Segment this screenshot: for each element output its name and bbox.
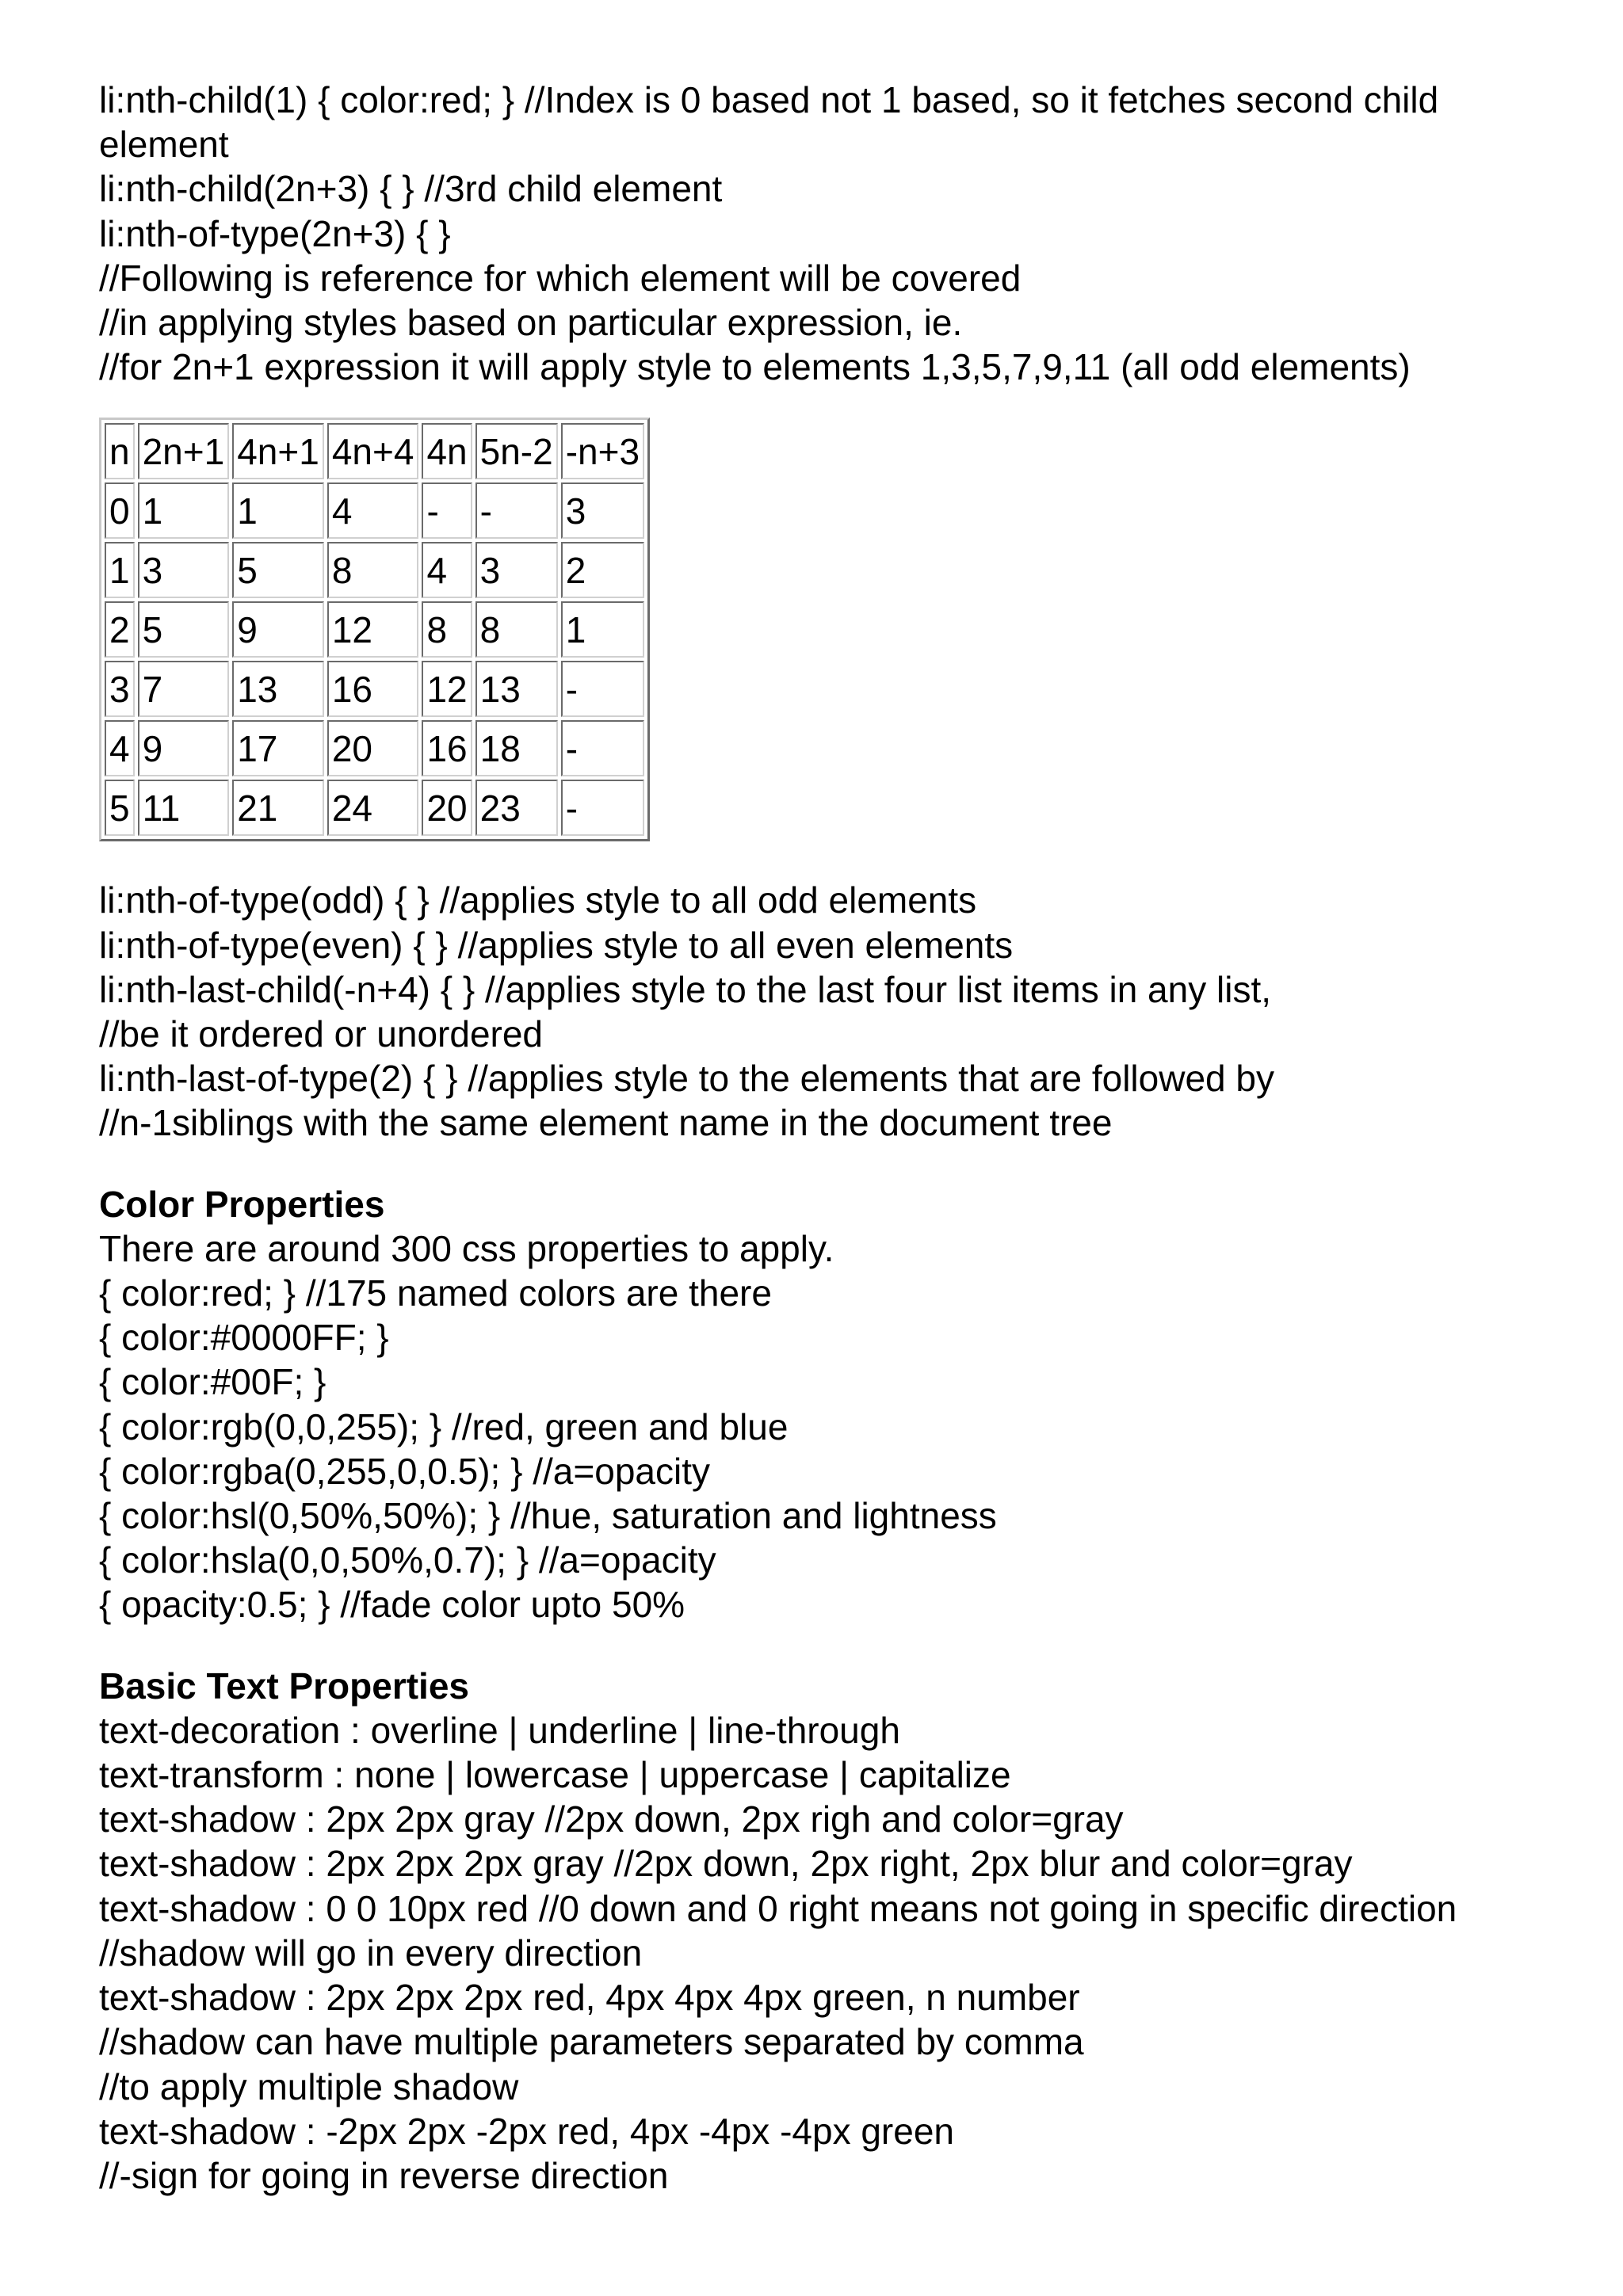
text-line: text-shadow : 0 0 10px red //0 down and 0 right means not going in specific direction xyxy=(99,1887,1457,1929)
table-cell: 0 xyxy=(105,482,135,539)
table-cell: 1 xyxy=(138,482,230,539)
table-cell: 2 xyxy=(561,542,644,598)
text-line: { color:hsl(0,50%,50%); } //hue, saturation and lightness xyxy=(99,1495,997,1537)
table-cell: 3 xyxy=(561,482,644,539)
text-line: { color:rgb(0,0,255); } //red, green and blue xyxy=(99,1405,789,1447)
table-cell: 5 xyxy=(105,780,135,836)
text-line: li:nth-last-of-type(2) { } //applies style to the elements that are followed by xyxy=(99,1058,1274,1100)
table-cell: 3 xyxy=(475,542,558,598)
table-cell: 7 xyxy=(138,661,230,717)
nth-expression-table xyxy=(99,418,650,841)
text-line: text-transform : none | lowercase | uppercase | capitalize xyxy=(99,1754,1011,1796)
table-row xyxy=(105,542,644,598)
table-row xyxy=(105,780,644,836)
text-line: //-sign for going in reverse direction xyxy=(99,2154,669,2196)
table-cell: 2 xyxy=(105,601,135,658)
table-cell: 13 xyxy=(475,661,558,717)
table-cell: 9 xyxy=(232,601,324,658)
table-cell: 1 xyxy=(561,601,644,658)
table-row xyxy=(105,601,644,658)
text-line: There are around 300 css properties to apply. xyxy=(99,1227,834,1269)
intro-block xyxy=(99,78,1557,389)
text-line: text-shadow : -2px 2px -2px red, 4px -4px -4px green xyxy=(99,2110,955,2152)
table-row xyxy=(105,482,644,539)
basic-text-properties-section xyxy=(99,1664,1557,2198)
text-line: li:nth-child(2n+3) { } //3rd child element xyxy=(99,168,723,210)
text-line: li:nth-of-type(odd) { } //applies style to all odd elements xyxy=(99,879,977,921)
section-heading: Basic Text Properties xyxy=(99,1665,470,1707)
table-cell: 1 xyxy=(105,542,135,598)
table-cell: 20 xyxy=(422,780,472,836)
table-row xyxy=(105,720,644,776)
text-line: li:nth-child(1) { color:red; } //Index is 0 based not 1 based, so it fetches second child element xyxy=(99,79,1439,166)
table-cell: - xyxy=(561,780,644,836)
text-line: { color:#00F; } xyxy=(99,1361,327,1403)
table-cell: 17 xyxy=(232,720,324,776)
table-cell: 8 xyxy=(327,542,419,598)
text-line: text-shadow : 2px 2px 2px gray //2px down, 2px right, 2px blur and color=gray xyxy=(99,1843,1353,1885)
text-line: //Following is reference for which element will be covered xyxy=(99,257,1022,299)
table-cell: 16 xyxy=(327,661,419,717)
table-header-cell: -n+3 xyxy=(561,423,644,479)
nth-of-type-block xyxy=(99,878,1557,1145)
text-line: //be it ordered or unordered xyxy=(99,1013,544,1055)
text-line: //for 2n+1 expression it will apply style to elements 1,3,5,7,9,11 (all odd elements) xyxy=(99,346,1411,388)
document-page xyxy=(99,78,1557,2198)
table-cell: - xyxy=(561,720,644,776)
table-cell: 4 xyxy=(422,542,472,598)
table-cell: 20 xyxy=(327,720,419,776)
table-cell: 16 xyxy=(422,720,472,776)
text-line: { color:#0000FF; } xyxy=(99,1317,389,1359)
text-line: //shadow will go in every direction xyxy=(99,1932,643,1974)
table-cell: 9 xyxy=(138,720,230,776)
table-cell: 11 xyxy=(138,780,230,836)
section-heading: Color Properties xyxy=(99,1183,385,1225)
table-cell: 8 xyxy=(475,601,558,658)
table-cell: 12 xyxy=(422,661,472,717)
table-cell: - xyxy=(422,482,472,539)
table-cell: 8 xyxy=(422,601,472,658)
text-line: { opacity:0.5; } //fade color upto 50% xyxy=(99,1584,685,1626)
table-cell: 12 xyxy=(327,601,419,658)
text-line: text-shadow : 2px 2px gray //2px down, 2px righ and color=gray xyxy=(99,1798,1124,1840)
table-cell: 3 xyxy=(138,542,230,598)
text-line: //to apply multiple shadow xyxy=(99,2065,519,2107)
text-line: //n-1siblings with the same element name in the document tree xyxy=(99,1102,1113,1144)
table-cell: 4 xyxy=(327,482,419,539)
text-line: text-shadow : 2px 2px 2px red, 4px 4px 4px green, n number xyxy=(99,1977,1080,2019)
text-line: text-decoration : overline | underline | line-through xyxy=(99,1709,900,1751)
text-line: { color:hsla(0,0,50%,0.7); } //a=opacity xyxy=(99,1539,716,1581)
table-header-cell: 2n+1 xyxy=(138,423,230,479)
table-header-cell: 4n+4 xyxy=(327,423,419,479)
text-line: { color:red; } //175 named colors are there xyxy=(99,1272,772,1314)
table-cell: 5 xyxy=(232,542,324,598)
table-header-cell: 4n xyxy=(422,423,472,479)
table-cell: 5 xyxy=(138,601,230,658)
table-cell: 1 xyxy=(232,482,324,539)
table-cell: 13 xyxy=(232,661,324,717)
text-line: li:nth-of-type(2n+3) { } xyxy=(99,212,451,254)
table-header-cell: 5n-2 xyxy=(475,423,558,479)
text-line: //shadow can have multiple parameters separated by comma xyxy=(99,2021,1084,2063)
table-header-row xyxy=(105,423,644,479)
text-line: li:nth-last-child(-n+4) { } //applies style to the last four list items in any list, xyxy=(99,968,1272,1010)
table-cell: - xyxy=(475,482,558,539)
table-cell: 4 xyxy=(105,720,135,776)
text-line: { color:rgba(0,255,0,0.5); } //a=opacity xyxy=(99,1450,710,1492)
table-cell: 24 xyxy=(327,780,419,836)
table-header-cell: n xyxy=(105,423,135,479)
table-cell: 23 xyxy=(475,780,558,836)
table-cell: 18 xyxy=(475,720,558,776)
color-properties-section xyxy=(99,1182,1557,1627)
table-cell: - xyxy=(561,661,644,717)
text-line: //in applying styles based on particular expression, ie. xyxy=(99,302,963,344)
text-line: li:nth-of-type(even) { } //applies style to all even elements xyxy=(99,924,1014,966)
table-header-cell: 4n+1 xyxy=(232,423,324,479)
table-row xyxy=(105,661,644,717)
table-cell: 21 xyxy=(232,780,324,836)
table-cell: 3 xyxy=(105,661,135,717)
